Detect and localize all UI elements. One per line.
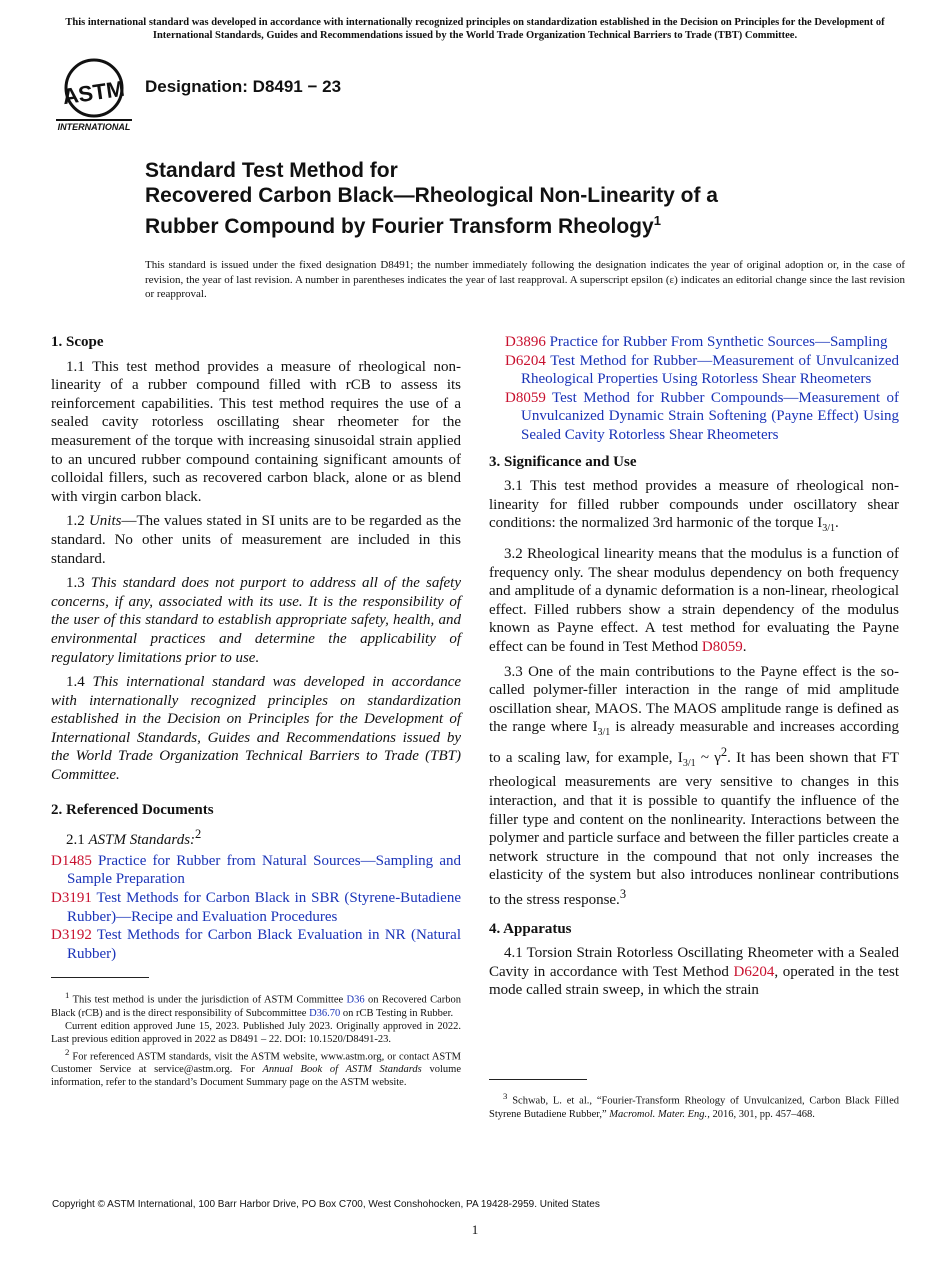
para-3-2: 3.2 Rheological linearity means that the modulus is a function of frequency only. The shear modulus dependency on both frequency and amplitude of a dynamic deformation is a non-linear, rheological effect. Filled rubbers show a strain dependency of the modulus known as Payne effect. A test method for evaluating the Payne effect can be found in Test Method D8059.	[489, 545, 899, 655]
footnote-1-edition: Current edition approved June 15, 2023. Published July 2023. Originally approved in 2022. Last previous edition approved in 2022 as D8491 – 22. DOI: 10.1520/D8491-23.	[51, 1020, 461, 1045]
footnote-divider-right	[489, 1079, 587, 1080]
para-2-1: 2.1 ASTM Standards:$^2$	[66, 827, 202, 849]
footnote-3: $^3$ Schwab, L. et al., “Fourier-Transform Rheology of Unvulcanized, Carbon Black Filled Styrene Butadiene Rubber,” Macromol. Mater. Eng., 2016, 301, pp. 457–468.	[489, 1091, 899, 1120]
title-footnote-mark: 1	[653, 213, 661, 228]
wto-notice: This international standard was developed in accordance with internationally recognized principles on standardization established in the Decision on Principles for the Development of International Standards, Guides and Recommendations issued by the World Trade Organization Technical Barriers to Trade (TBT) Committee.	[65, 17, 885, 41]
para-1-2: 1.2 Units—The values stated in SI units are to be regarded as the standard. No other units of measurement are included in this standard.	[51, 513, 462, 567]
reference-d3191[interactable]: D3191 Test Methods for Carbon Black in SBR (Styrene-Butadiene Rubber)—Recipe and Evaluation Procedures	[51, 890, 461, 925]
section-3-heading: 3. Significance and Use	[489, 453, 637, 470]
logo-top-text: ASTM	[60, 75, 127, 110]
para-1-1: 1.1 This test method provides a measure of rheological non-linearity of a rubber compound filled with rCB to assess its reinforcement capabilities. This test method requires the use of a sealed cavity rotorless oscillating shear rheometer for the measurement of the torque with increasing sinusoidal strain applied to an uncured rubber compound containing significant amounts of colloidal fillers, such as recovered carbon black, alone or as blend with virgin carbon black.	[51, 358, 461, 505]
right-column	[489, 333, 899, 1006]
link-d8059[interactable]: D8059	[701, 638, 743, 655]
reference-d8059[interactable]: D8059 Test Method for Rubber Compounds—Measurement of Unvulcanized Dynamic Strain Softening (Payne Effect) Using Sealed Cavity Rotorless Shear Rheometers	[505, 389, 899, 443]
astm-logo	[54, 56, 134, 134]
section-2-heading: 2. Referenced Documents	[51, 801, 214, 818]
para-4-1: 4.1 Torsion Strain Rotorless Oscillating Rheometer with a Sealed Cavity in accordance with Test Method D6204, operated in the test mode called strain sweep, in which the strain	[489, 945, 899, 999]
footnote-divider-left	[51, 977, 149, 978]
para-1-3: 1.3 This standard does not purport to address all of the safety concerns, if any, associated with its use. It is the responsibility of the user of this standard to establish appropriate safety, health, and environmental practices and determine the applicability of regulatory limitations prior to use.	[51, 575, 461, 666]
section-4-heading: 4. Apparatus	[489, 920, 572, 937]
title-line-3: Rubber Compound by Fourier Transform Rheology	[145, 215, 654, 238]
link-d6204[interactable]: D6204	[733, 963, 775, 980]
page-number: 1	[471, 1222, 479, 1237]
title-line-2: Recovered Carbon Black—Rheological Non-Linearity of a	[145, 184, 718, 207]
page-title	[145, 158, 845, 239]
section-1-heading: 1. Scope	[51, 334, 104, 350]
para-3-3: 3.3 One of the main contributions to the Payne effect is the so-called polymer-filler interaction in the range of mid amplitude oscillation shear, MAOS. The MAOS amplitude range is defined as the range where $I_{3/1}$ is already measurable and increases according to a scaling law, for example, $I_{3/1}$ ~ $\gamma^2$. It has been shown that FT rheological measurements are very sensitive to changes in this interaction, and that it is possible to quantify the influence of the filler type and content on the nonlinearity. Interactions between the polymer and particle surface and between the filler particles create a network structure in the compound that not only increases the elasticity of the system but also introduces nonlinear contributions to the stress response.$^3$	[489, 663, 900, 909]
link-d36[interactable]: D36	[346, 994, 365, 1006]
copyright: Copyright © ASTM International, 100 Barr Harbor Drive, PO Box C700, West Conshohocken, PA 19428-2959. United States	[52, 1199, 600, 1210]
reference-d6204[interactable]: D6204 Test Method for Rubber—Measurement of Unvulcanized Rheological Properties Using Rotorless Shear Rheometers	[505, 352, 899, 388]
para-3-1: 3.1 This test method provides a measure of rheological non-linearity for filled rubber compounds under oscillatory shear conditions: the normalized 3rd harmonic of the torque $I_{3/1}$.	[489, 478, 899, 535]
reference-d1485[interactable]: D1485 Practice for Rubber from Natural Sources—Sampling and Sample Preparation	[51, 852, 461, 888]
left-footnotes	[51, 989, 461, 1089]
logo-bottom-text: INTERNATIONAL	[57, 122, 131, 132]
footnote-2: $^2$ For referenced ASTM standards, visit the ASTM website, www.astm.org, or contact ASTM Customer Service at service@astm.org. For Annual Book of ASTM Standards volume information, refer to the standard’s Document Summary page on the ASTM website.	[51, 1046, 462, 1088]
issued-note: This standard is issued under the fixed designation D8491; the number immediately following the designation indicates the year of original adoption or, in the case of revision, the year of last revision. A number in parentheses indicates the year of last reapproval. A superscript epsilon (ε) indicates an editorial change since the last revision or reapproval.	[145, 259, 905, 300]
designation: Designation: D8491 − 23	[145, 77, 342, 96]
para-1-4: 1.4 This international standard was developed in accordance with internationally recognized principles on standardization established in the Decision on Principles for the Development of International Standards, Guides and Recommendations issued by the World Trade Organization Technical Barriers to Trade (TBT) Committee.	[51, 674, 462, 784]
left-column	[51, 333, 461, 963]
footnote-1: $^1$ This test method is under the jurisdiction of ASTM Committee D36 on Recovered Carbon Black (rCB) and is the direct responsibility of Subcommittee D36.70 on rCB Testing in Rubber.	[51, 990, 462, 1019]
link-d36-70[interactable]: D36.70	[309, 1007, 341, 1019]
title-line-1: Standard Test Method for	[145, 159, 398, 182]
reference-d3896[interactable]: D3896 Practice for Rubber From Synthetic Sources—Sampling	[505, 334, 888, 350]
right-footnotes	[489, 1090, 899, 1121]
reference-d3192[interactable]: D3192 Test Methods for Carbon Black Evaluation in NR (Natural Rubber)	[51, 927, 462, 962]
